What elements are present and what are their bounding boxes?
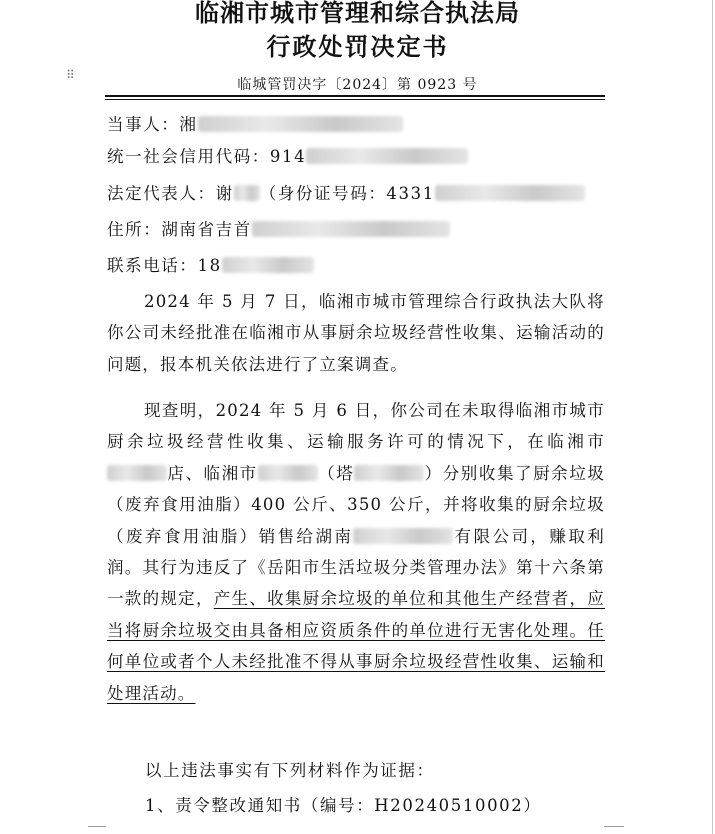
credit-code-label: 统一社会信用代码： [107, 147, 270, 166]
redaction-mark [234, 185, 260, 201]
legal-rep-line [107, 183, 585, 205]
page-corner-mark-right [604, 826, 624, 827]
page-right-border [712, 0, 713, 834]
facts-text-part-2: 店、临湘市 [167, 463, 258, 483]
address-line [107, 219, 450, 241]
redaction-mark [353, 528, 453, 544]
evidence-item-1: 1、责令整改通知书（编号：H20240510002） [145, 796, 542, 815]
legal-rep-value: 谢 [215, 184, 234, 203]
paragraph-case-filing [107, 286, 605, 380]
party-name-value: 湘 [179, 115, 198, 134]
header-rule-thin [105, 99, 605, 100]
page-corner-mark-left [88, 826, 106, 827]
redaction-mark [306, 148, 468, 164]
evidence-intro: 以上违法事实有下列材料作为证据： [145, 761, 435, 780]
party-name-line [107, 114, 403, 136]
case-filing-text: 2024 年 5 月 7 日，临湘市城市管理综合行政执法大队将你公司未经批准在临湘市从事厨余垃圾经营性收集、运输活动的问题，报本机关依法进行了立案调查。 [107, 292, 605, 374]
facts-text-part-4: ）分别收集了厨余垃圾（废弃食用油脂）400 公斤、350 公斤，并将收集的厨余垃圾（废弃食用油脂）销售给湖南 [107, 463, 606, 546]
paragraph-facts [107, 395, 605, 709]
regulation-quote: 产生、收集厨余垃圾的单位和其他生产经营者，应当将厨余垃圾交由具备相应资质条件的单位进行无害化处理。任何单位或者个人未经批准不得从事厨余垃圾经营性收集、运输和处理活动。 [107, 589, 605, 703]
phone-line [107, 255, 314, 277]
doc-title: 行政处罚决定书 [266, 32, 449, 61]
doc-number: 临城管罚决字〔2024〕第 0923 号 [237, 77, 478, 93]
legal-rep-label: 法定代表人： [107, 184, 216, 203]
redaction-mark [222, 257, 314, 273]
redaction-mark [354, 465, 424, 481]
id-number-label: （身份证号码： [259, 184, 387, 203]
phone-label: 联系电话： [107, 256, 198, 275]
id-number-value: 4331 [386, 184, 435, 203]
address-value: 湖南省吉首 [161, 220, 252, 239]
credit-code-value: 914 [269, 147, 307, 166]
redaction-mark [252, 221, 450, 237]
address-label: 住所： [107, 220, 162, 239]
header-rule-thick [105, 95, 605, 97]
facts-text-part-5: 有限公司，赚取利润。其行为违反了《岳阳市生活垃圾分类管理办法》第十六条第一款的规定， [107, 526, 605, 609]
redaction-mark [258, 465, 318, 481]
redaction-mark [198, 116, 403, 132]
org-title: 临湘市城市管理和综合执法局 [195, 0, 520, 27]
phone-value: 18 [197, 256, 222, 275]
drag-handle-icon[interactable]: ⠿ [66, 68, 76, 82]
party-name-label: 当事人： [107, 115, 180, 134]
credit-code-line [107, 146, 468, 168]
facts-text-part-3: （塔 [317, 463, 355, 483]
redaction-mark [435, 185, 585, 201]
redaction-mark [107, 465, 167, 481]
facts-text-part-1: 现查明，2024 年 5 月 6 日，你公司在未取得临湘市城市厨余垃圾经营性收集、运输服务许可的情况下，在临湘市 [107, 401, 605, 452]
